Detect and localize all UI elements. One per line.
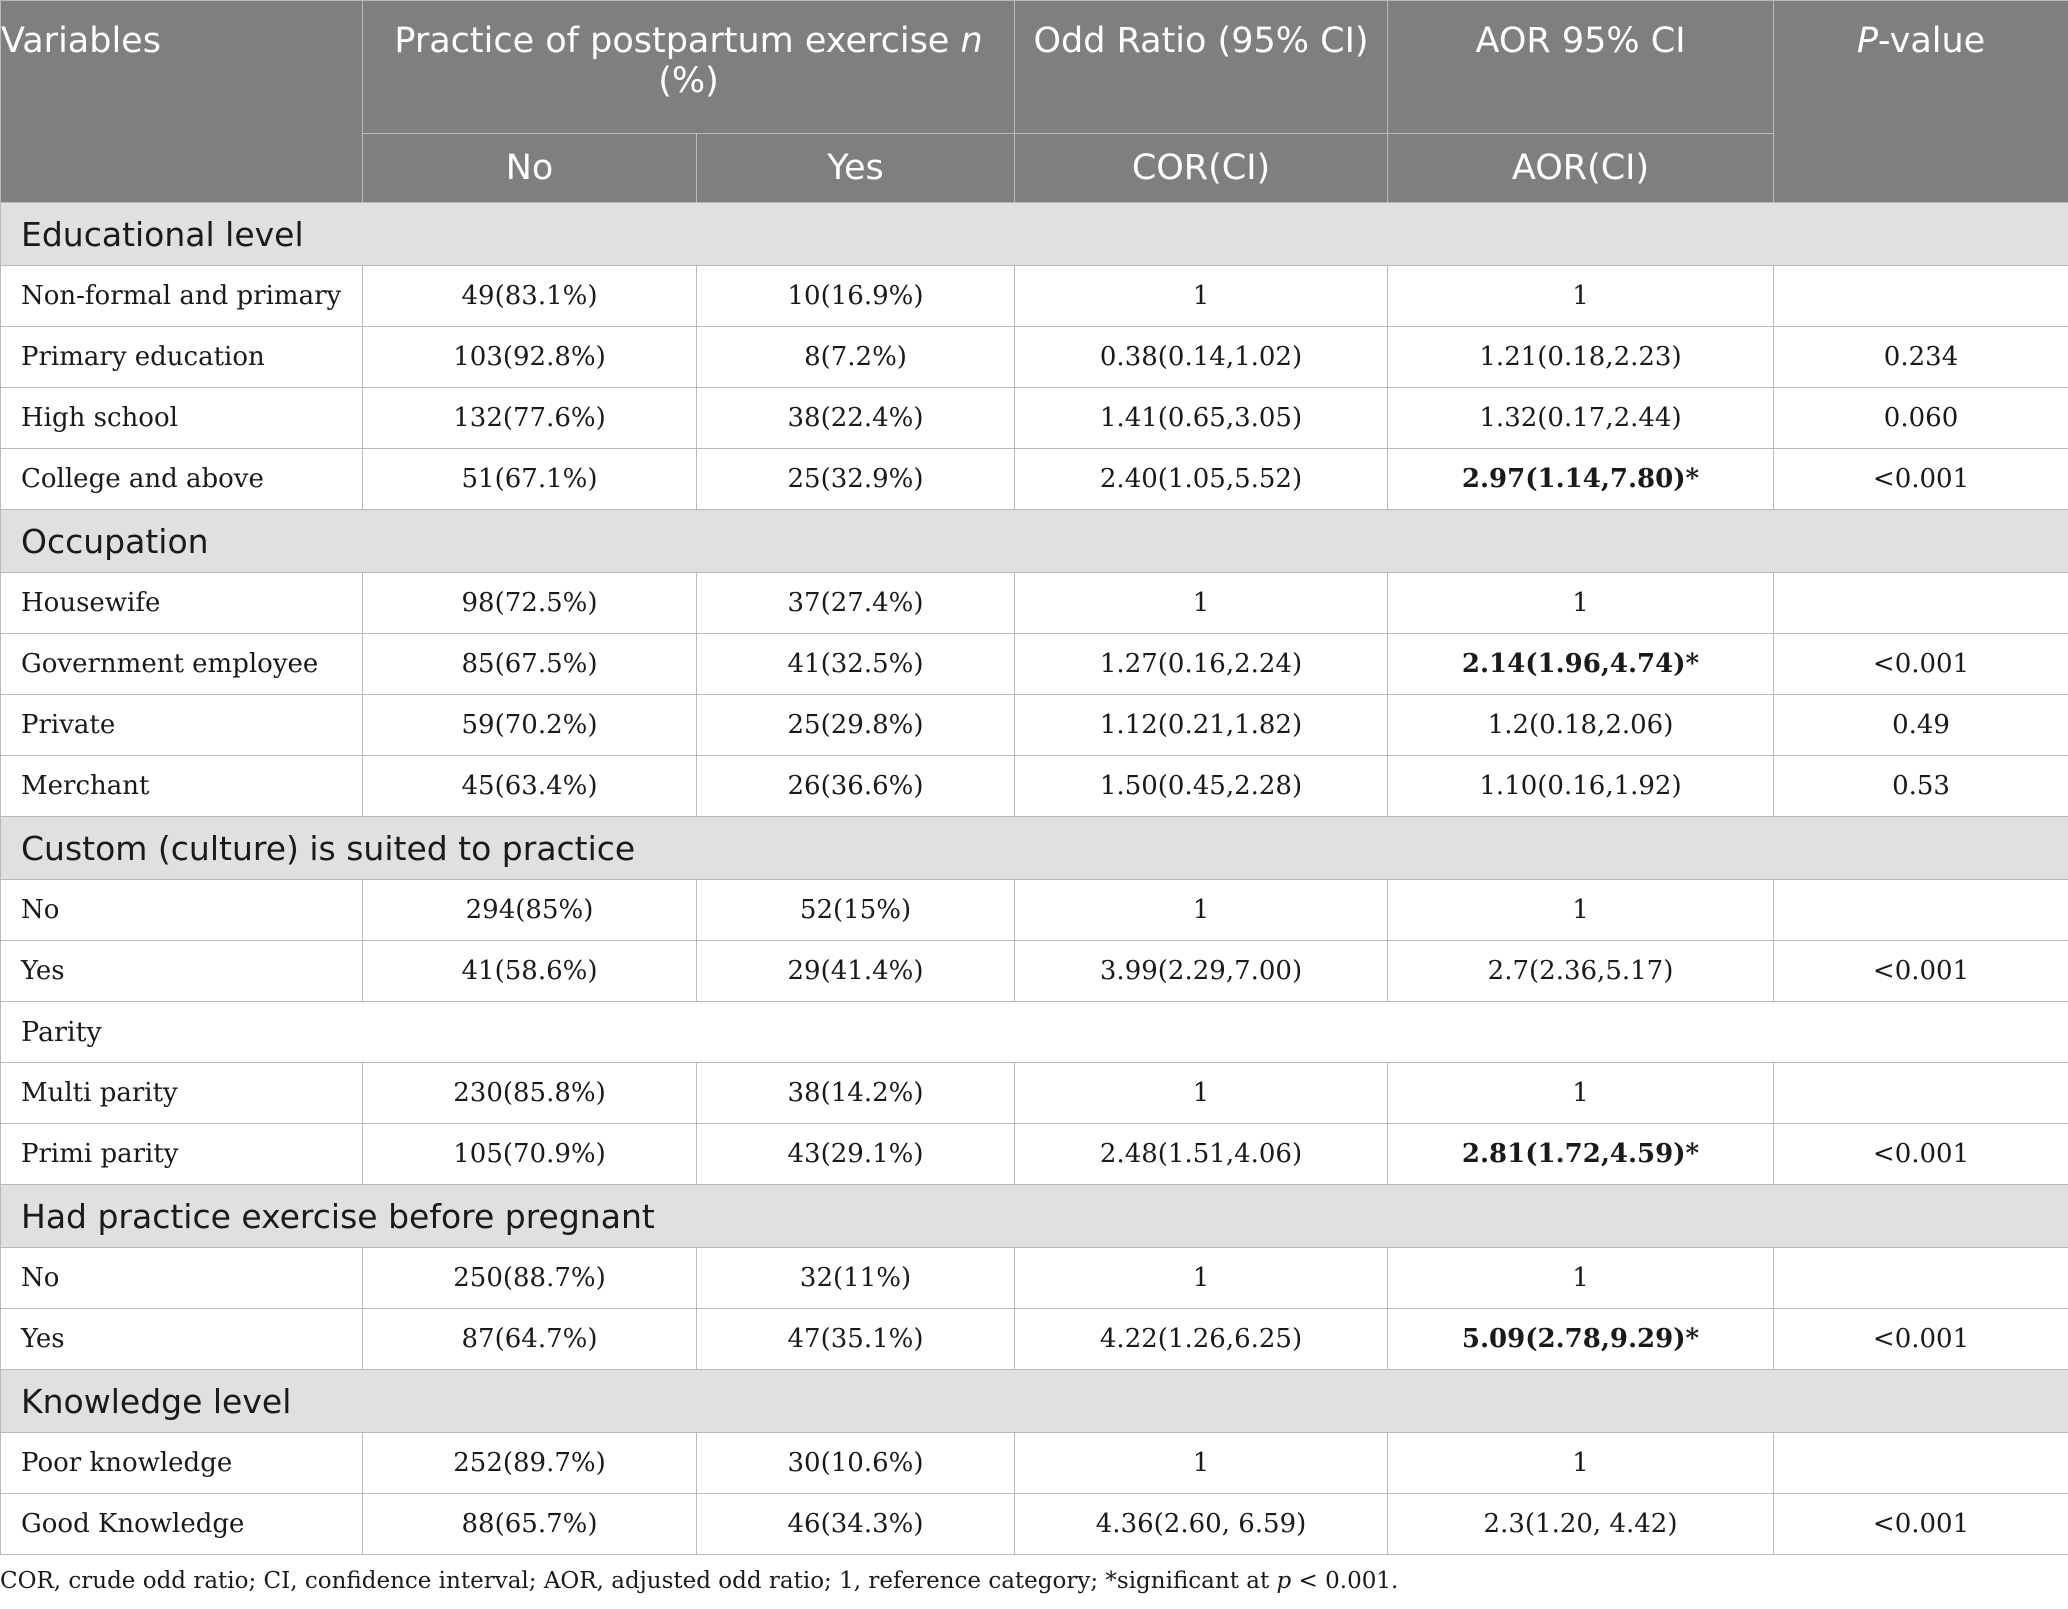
section-educational-level: Educational level bbox=[1, 203, 2068, 266]
table-row bbox=[1, 756, 2068, 817]
cell-p: 0.53 bbox=[1774, 756, 2068, 817]
cell-p bbox=[1774, 1248, 2068, 1309]
row-label: Yes bbox=[1, 1309, 363, 1370]
header-cor-ci: COR(CI) bbox=[1015, 134, 1388, 203]
cell-p bbox=[1774, 1433, 2068, 1494]
cell-no: 132(77.6%) bbox=[363, 388, 697, 449]
cell-cor: 1 bbox=[1015, 1433, 1388, 1494]
header-aor: AOR 95% CI bbox=[1388, 1, 1774, 134]
cell-yes: 38(22.4%) bbox=[697, 388, 1015, 449]
cell-aor: 2.3(1.20, 4.42) bbox=[1388, 1494, 1774, 1555]
table-row bbox=[1, 327, 2068, 388]
cell-cor: 2.40(1.05,5.52) bbox=[1015, 449, 1388, 510]
cell-p: <0.001 bbox=[1774, 1309, 2068, 1370]
header-practice: Practice of postpartum exercise n (%) bbox=[363, 1, 1015, 134]
cell-aor: 2.7(2.36,5.17) bbox=[1388, 941, 1774, 1002]
cell-aor: 1 bbox=[1388, 1248, 1774, 1309]
cell-yes: 25(32.9%) bbox=[697, 449, 1015, 510]
table-row bbox=[1, 1309, 2068, 1370]
cell-no: 230(85.8%) bbox=[363, 1063, 697, 1124]
row-label: No bbox=[1, 880, 363, 941]
row-label: Private bbox=[1, 695, 363, 756]
section-custom-culture: Custom (culture) is suited to practice bbox=[1, 817, 2068, 880]
cell-aor: 1 bbox=[1388, 1063, 1774, 1124]
cell-no: 250(88.7%) bbox=[363, 1248, 697, 1309]
cell-cor: 1.27(0.16,2.24) bbox=[1015, 634, 1388, 695]
row-label: Poor knowledge bbox=[1, 1433, 363, 1494]
cell-aor: 2.97(1.14,7.80)* bbox=[1388, 449, 1774, 510]
cell-no: 98(72.5%) bbox=[363, 573, 697, 634]
cell-cor: 0.38(0.14,1.02) bbox=[1015, 327, 1388, 388]
section-row bbox=[1, 203, 2068, 266]
row-label: Good Knowledge bbox=[1, 1494, 363, 1555]
cell-yes: 37(27.4%) bbox=[697, 573, 1015, 634]
header-p-value: P-value bbox=[1774, 1, 2068, 203]
section-row bbox=[1, 1370, 2068, 1433]
section-knowledge-level: Knowledge level bbox=[1, 1370, 2068, 1433]
header-aor-ci: AOR(CI) bbox=[1388, 134, 1774, 203]
cell-cor: 3.99(2.29,7.00) bbox=[1015, 941, 1388, 1002]
table-row bbox=[1, 1494, 2068, 1555]
cell-aor: 5.09(2.78,9.29)* bbox=[1388, 1309, 1774, 1370]
cell-p: <0.001 bbox=[1774, 941, 2068, 1002]
cell-p bbox=[1774, 266, 2068, 327]
cell-p bbox=[1774, 1063, 2068, 1124]
table-row bbox=[1, 1248, 2068, 1309]
cell-yes: 29(41.4%) bbox=[697, 941, 1015, 1002]
cell-no: 45(63.4%) bbox=[363, 756, 697, 817]
cell-aor: 1 bbox=[1388, 573, 1774, 634]
cell-p: 0.060 bbox=[1774, 388, 2068, 449]
cell-yes: 52(15%) bbox=[697, 880, 1015, 941]
cell-aor: 1 bbox=[1388, 266, 1774, 327]
cell-yes: 47(35.1%) bbox=[697, 1309, 1015, 1370]
cell-cor: 1 bbox=[1015, 573, 1388, 634]
row-label: Primi parity bbox=[1, 1124, 363, 1185]
header-odd-ratio: Odd Ratio (95% CI) bbox=[1015, 1, 1388, 134]
cell-p: <0.001 bbox=[1774, 449, 2068, 510]
section-row bbox=[1, 817, 2068, 880]
cell-cor: 2.48(1.51,4.06) bbox=[1015, 1124, 1388, 1185]
row-label: Primary education bbox=[1, 327, 363, 388]
cell-yes: 43(29.1%) bbox=[697, 1124, 1015, 1185]
table-row bbox=[1, 634, 2068, 695]
cell-aor: 1 bbox=[1388, 1433, 1774, 1494]
cell-yes: 46(34.3%) bbox=[697, 1494, 1015, 1555]
cell-yes: 38(14.2%) bbox=[697, 1063, 1015, 1124]
row-label: Multi parity bbox=[1, 1063, 363, 1124]
cell-no: 105(70.9%) bbox=[363, 1124, 697, 1185]
cell-no: 51(67.1%) bbox=[363, 449, 697, 510]
cell-cor: 4.36(2.60, 6.59) bbox=[1015, 1494, 1388, 1555]
header-yes: Yes bbox=[697, 134, 1015, 203]
row-label: No bbox=[1, 1248, 363, 1309]
cell-cor: 1.12(0.21,1.82) bbox=[1015, 695, 1388, 756]
section-row bbox=[1, 1002, 2068, 1063]
cell-p bbox=[1774, 880, 2068, 941]
table-row bbox=[1, 449, 2068, 510]
cell-aor: 1.10(0.16,1.92) bbox=[1388, 756, 1774, 817]
section-prior-exercise: Had practice exercise before pregnant bbox=[1, 1185, 2068, 1248]
cell-p: 0.49 bbox=[1774, 695, 2068, 756]
cell-no: 41(58.6%) bbox=[363, 941, 697, 1002]
cell-no: 88(65.7%) bbox=[363, 1494, 697, 1555]
row-label: Non-formal and primary bbox=[1, 266, 363, 327]
cell-p: <0.001 bbox=[1774, 1494, 2068, 1555]
cell-p: <0.001 bbox=[1774, 1124, 2068, 1185]
cell-cor: 1 bbox=[1015, 1063, 1388, 1124]
table-row bbox=[1, 573, 2068, 634]
cell-no: 85(67.5%) bbox=[363, 634, 697, 695]
section-row bbox=[1, 1185, 2068, 1248]
cell-aor: 2.81(1.72,4.59)* bbox=[1388, 1124, 1774, 1185]
cell-no: 103(92.8%) bbox=[363, 327, 697, 388]
cell-cor: 1 bbox=[1015, 880, 1388, 941]
cell-aor: 1.21(0.18,2.23) bbox=[1388, 327, 1774, 388]
cell-no: 87(64.7%) bbox=[363, 1309, 697, 1370]
cell-yes: 25(29.8%) bbox=[697, 695, 1015, 756]
cell-aor: 1.2(0.18,2.06) bbox=[1388, 695, 1774, 756]
header-variables: Variables bbox=[1, 1, 363, 203]
table-row bbox=[1, 941, 2068, 1002]
cell-no: 252(89.7%) bbox=[363, 1433, 697, 1494]
row-label: College and above bbox=[1, 449, 363, 510]
table-row bbox=[1, 1433, 2068, 1494]
cell-p bbox=[1774, 573, 2068, 634]
row-label: Yes bbox=[1, 941, 363, 1002]
table-row bbox=[1, 1063, 2068, 1124]
cell-cor: 1.50(0.45,2.28) bbox=[1015, 756, 1388, 817]
cell-yes: 10(16.9%) bbox=[697, 266, 1015, 327]
cell-p: 0.234 bbox=[1774, 327, 2068, 388]
cell-no: 59(70.2%) bbox=[363, 695, 697, 756]
cell-aor: 1 bbox=[1388, 880, 1774, 941]
cell-p: <0.001 bbox=[1774, 634, 2068, 695]
cell-cor: 4.22(1.26,6.25) bbox=[1015, 1309, 1388, 1370]
row-label: Government employee bbox=[1, 634, 363, 695]
cell-cor: 1.41(0.65,3.05) bbox=[1015, 388, 1388, 449]
cell-cor: 1 bbox=[1015, 1248, 1388, 1309]
cell-no: 49(83.1%) bbox=[363, 266, 697, 327]
row-label: High school bbox=[1, 388, 363, 449]
section-occupation: Occupation bbox=[1, 510, 2068, 573]
cell-aor: 2.14(1.96,4.74)* bbox=[1388, 634, 1774, 695]
cell-cor: 1 bbox=[1015, 266, 1388, 327]
cell-yes: 26(36.6%) bbox=[697, 756, 1015, 817]
table-footnote: COR, crude odd ratio; CI, confidence interval; AOR, adjusted odd ratio; 1, reference category; *significant at p < 0.001. bbox=[0, 1568, 1399, 1594]
table-row bbox=[1, 880, 2068, 941]
table-row bbox=[1, 1124, 2068, 1185]
row-label: Merchant bbox=[1, 756, 363, 817]
table-row bbox=[1, 266, 2068, 327]
table-row bbox=[1, 388, 2068, 449]
cell-yes: 8(7.2%) bbox=[697, 327, 1015, 388]
cell-yes: 41(32.5%) bbox=[697, 634, 1015, 695]
header-no: No bbox=[363, 134, 697, 203]
cell-aor: 1.32(0.17,2.44) bbox=[1388, 388, 1774, 449]
cell-yes: 30(10.6%) bbox=[697, 1433, 1015, 1494]
section-parity: Parity bbox=[1, 1002, 2068, 1063]
table-row bbox=[1, 695, 2068, 756]
cell-no: 294(85%) bbox=[363, 880, 697, 941]
row-label: Housewife bbox=[1, 573, 363, 634]
cell-yes: 32(11%) bbox=[697, 1248, 1015, 1309]
section-row bbox=[1, 510, 2068, 573]
